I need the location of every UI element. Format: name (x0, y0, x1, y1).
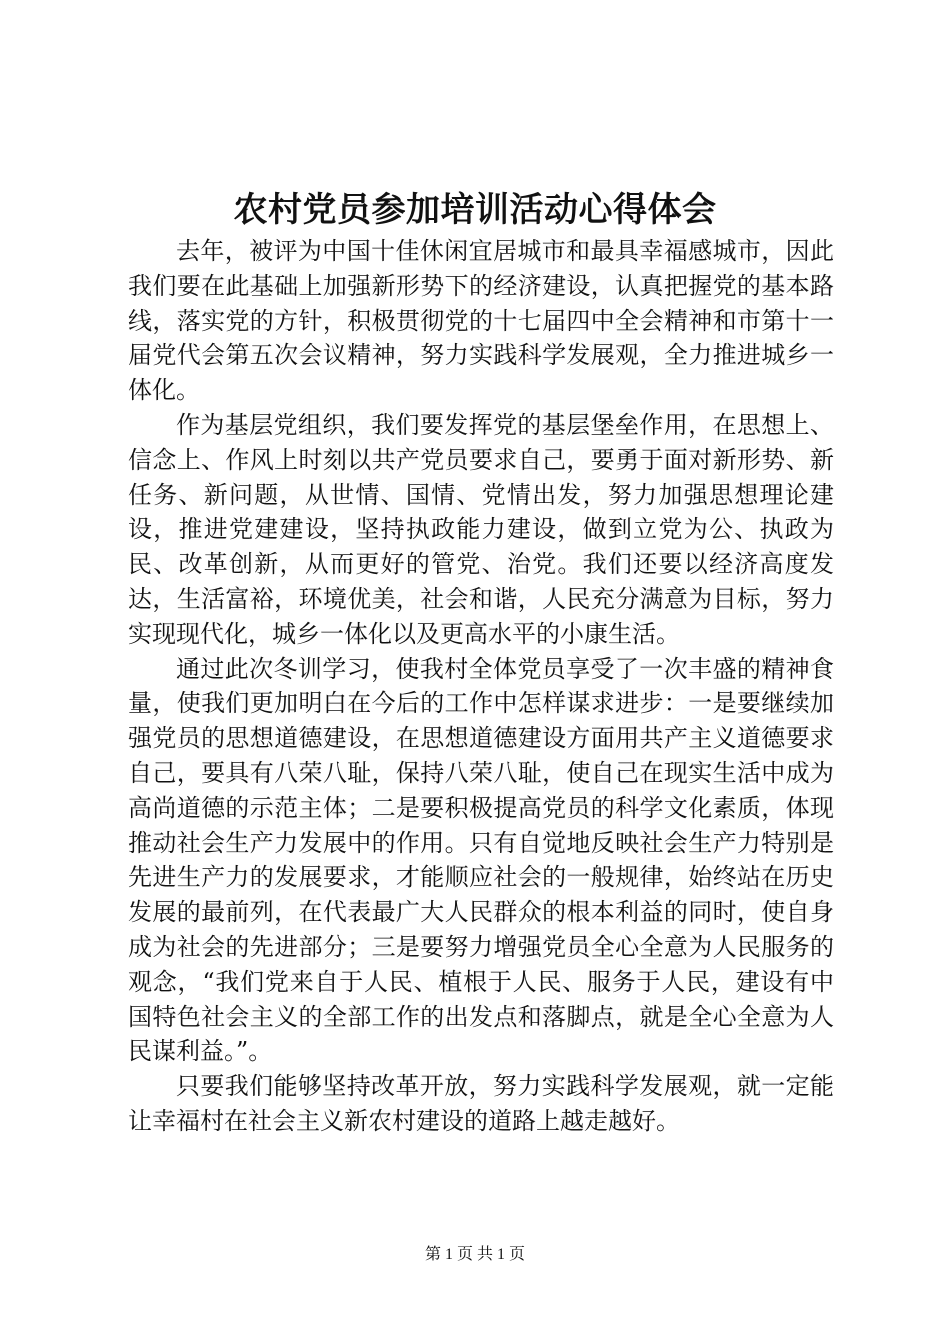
paragraph-3: 通过此次冬训学习，使我村全体党员享受了一次丰盛的精神食量，使我们更加明白在今后的工作中怎样谋求进步：一是要继续加强党员的思想道德建设，在思想道德建设方面用共产主义道德要求自己，要具有八荣八耻，保持八荣八耻，使自己在现实生活中成为高尚道德的示范主体；二是要积极提高党员的科学文化素质，体现推动社会生产力发展中的作用。只有自觉地反映社会生产力特别是先进生产力的发展要求，才能顺应社会的一般规律，始终站在历史发展的最前列，在代表最广大人民群众的根本利益的同时，使自身成为社会的先进部分；三是要努力增强党员全心全意为人民服务的观念，“我们党来自于人民、植根于人民、服务于人民，建设有中国特色社会主义的全部工作的出发点和落脚点，就是全心全意为人民谋利益。”。 (128, 654, 834, 1066)
document-title: 农村党员参加培训活动心得体会 (233, 190, 717, 230)
paragraph-2: 作为基层党组织，我们要发挥党的基层堡垒作用，在思想上、信念上、作风上时刻以共产党员要求自己，要勇于面对新形势、新任务、新问题，从世情、国情、党情出发，努力加强思想理论建设，推进党建建设，坚持执政能力建设，做到立党为公、执政为民、改革创新，从而更好的管党、治党。我们还要以经济高度发达，生活富裕，环境优美，社会和谐，人民充分满意为目标，努力实现现代化，城乡一体化以及更高水平的小康生活。 (128, 410, 834, 648)
paragraph-1: 去年，被评为中国十佳休闲宜居城市和最具幸福感城市，因此我们要在此基础上加强新形势下的经济建设，认真把握党的基本路线，落实党的方针，积极贯彻党的十七届四中全会精神和市第十一届党代会第五次会议精神，努力实践科学发展观，全力推进城乡一体化。 (128, 237, 834, 405)
document-body (128, 234, 834, 1139)
paragraph-4: 只要我们能够坚持改革开放，努力实践科学发展观，就一定能让幸福村在社会主义新农村建设的道路上越走越好。 (128, 1072, 834, 1135)
page-footer: 第 1 页 共 1 页 (424, 1246, 525, 1263)
